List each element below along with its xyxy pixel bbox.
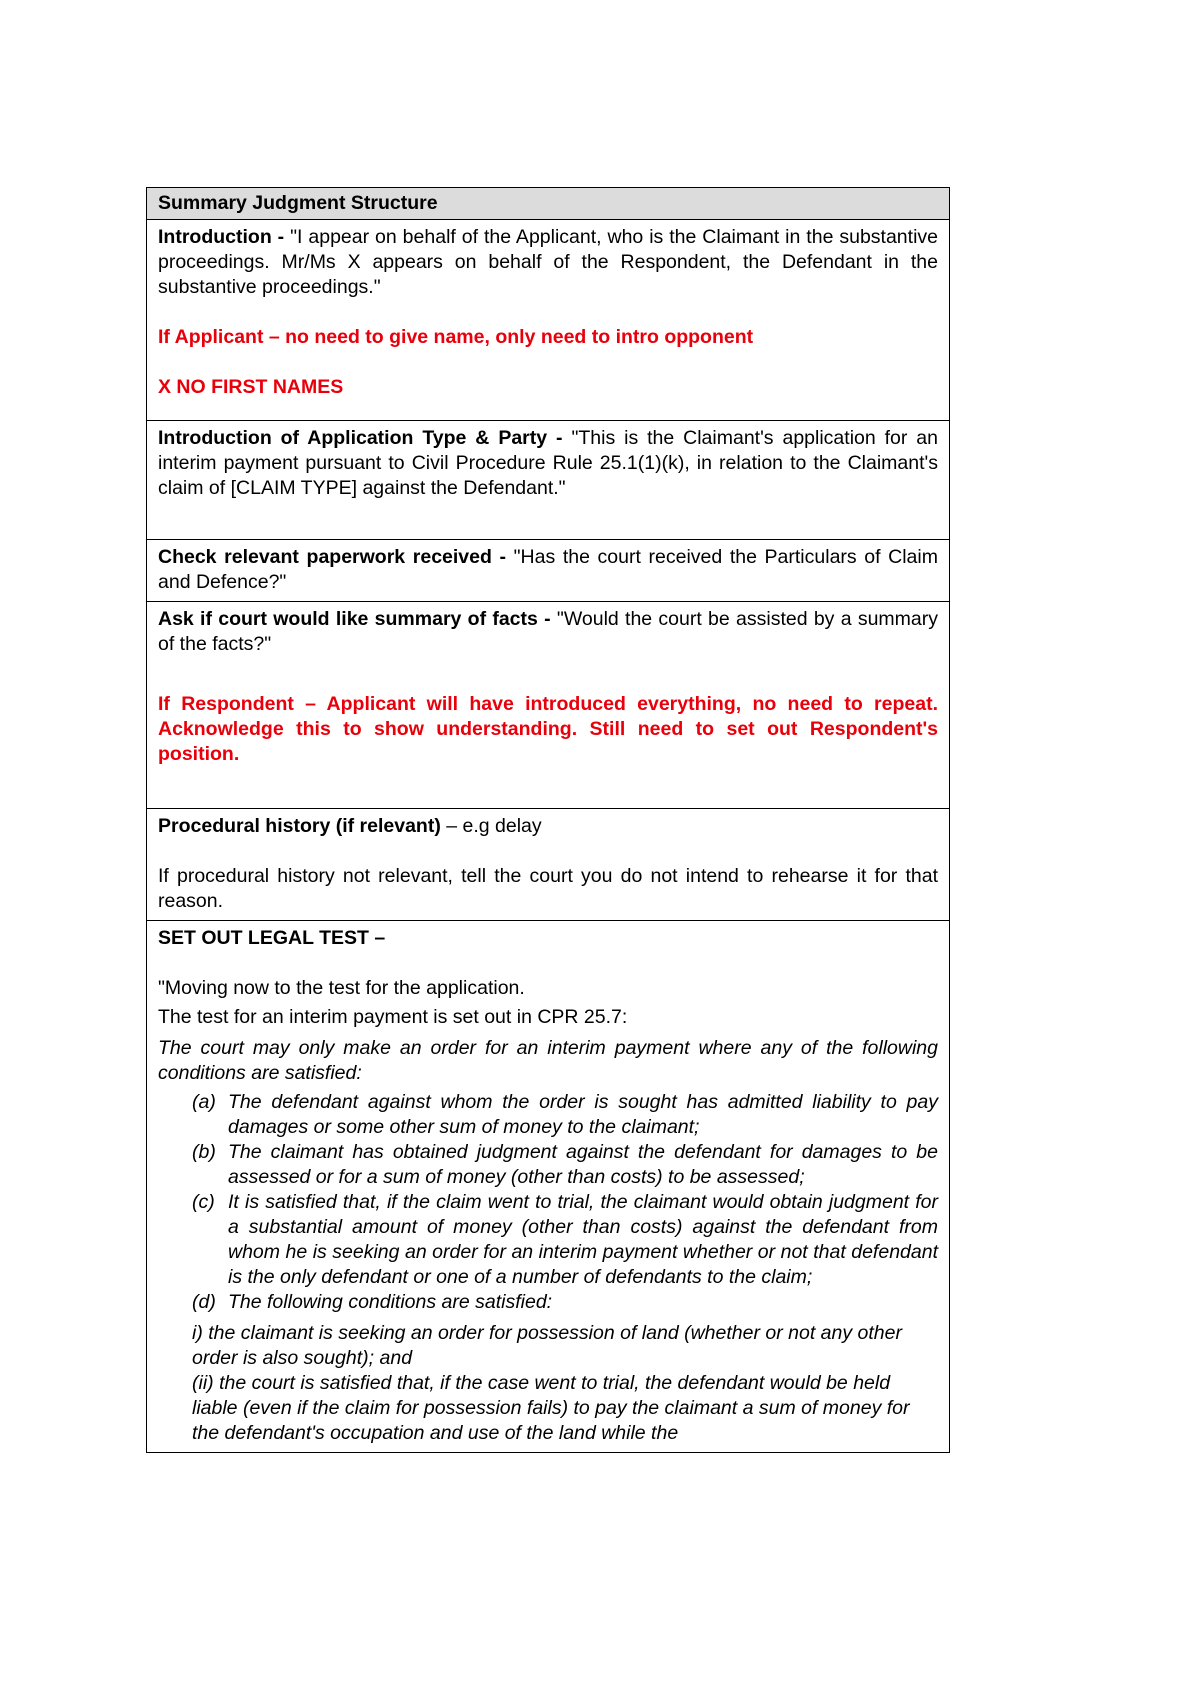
procedural-text: – e.g delay (440, 815, 542, 837)
condition-item: (c) It is satisfied that, if the claim went to trial, the claimant would obtain judgment for a substantial amount of money (other than costs) against the defendant from whom he is seeking an order for an interim payment whether or not that defendant is the only defendant or one of a number of defendants to the claim; (192, 1191, 938, 1288)
structure-table (146, 187, 950, 1453)
procedural-text-2: If procedural history not relevant, tell the court you do not intend to rehearse it for that reason. (158, 865, 938, 912)
table-row-paperwork (147, 540, 950, 602)
table-row-facts (147, 602, 950, 809)
table-title: Summary Judgment Structure (158, 192, 438, 214)
procedural-label: Procedural history (if relevant) (158, 815, 441, 837)
table-row-legal-test (147, 921, 950, 1453)
intro-label: Introduction - (158, 226, 291, 248)
paperwork-text: "Has the court received the Particulars of Claim and Defence?" (158, 546, 938, 593)
facts-text: "Would the court be assisted by a summary of the facts?" (158, 608, 939, 655)
condition-item: (a) The defendant against whom the order is sought has admitted liability to pay damages or some other sum of money to the claimant; (192, 1091, 938, 1138)
condition-item: (d) The following conditions are satisfied: (192, 1291, 553, 1313)
table-row-application-type (147, 421, 950, 540)
intro-text: "I appear on behalf of the Applicant, who is the Claimant in the substantive proceedings. Mr/Ms X appears on behalf of the Respondent, the Defendant in the substantive proceedings." (158, 226, 938, 298)
sub-condition-1: i) the claimant is seeking an order for possession of land (whether or not any other order is also sought); and (192, 1322, 902, 1369)
legal-test-line2: The test for an interim payment is set out in CPR 25.7: (158, 1006, 628, 1028)
legal-test-line1: "Moving now to the test for the application. (158, 977, 525, 999)
facts-label: Ask if court would like summary of facts - (158, 608, 557, 630)
paperwork-label: Check relevant paperwork received - (158, 546, 514, 568)
legal-test-label: SET OUT LEGAL TEST – (158, 927, 386, 949)
condition-item: (b) The claimant has obtained judgment against the defendant for damages to be assessed or for a sum of money (other than costs) to be assessed; (192, 1141, 938, 1188)
intro-note-applicant: If Applicant – no need to give name, only need to intro opponent (158, 326, 754, 348)
legal-test-quote: The court may only make an order for an interim payment where any of the following conditions are satisfied: (158, 1037, 938, 1084)
conditions-list (192, 1090, 938, 1315)
intro-note-names: X NO FIRST NAMES (158, 376, 344, 398)
table-row-introduction (147, 220, 950, 421)
app-type-label: Introduction of Application Type & Party - (158, 427, 572, 449)
app-type-text: "This is the Claimant's application for an interim payment pursuant to Civil Procedure Rule 25.1(1)(k), in relation to the Claimant's claim of [CLAIM TYPE] against the Defendant." (158, 427, 938, 499)
facts-note-respondent: If Respondent – Applicant will have introduced everything, no need to repeat. Acknowledge this to show understanding. Still need to set out Respondent's position. (158, 693, 938, 765)
table-row-procedural (147, 809, 950, 921)
sub-condition-2: (ii) the court is satisfied that, if the case went to trial, the defendant would be held liable (even if the claim for possession fails) to pay the claimant a sum of money for the defendant's occupation and use of the land while the (192, 1372, 910, 1444)
table-header-row (147, 188, 950, 220)
